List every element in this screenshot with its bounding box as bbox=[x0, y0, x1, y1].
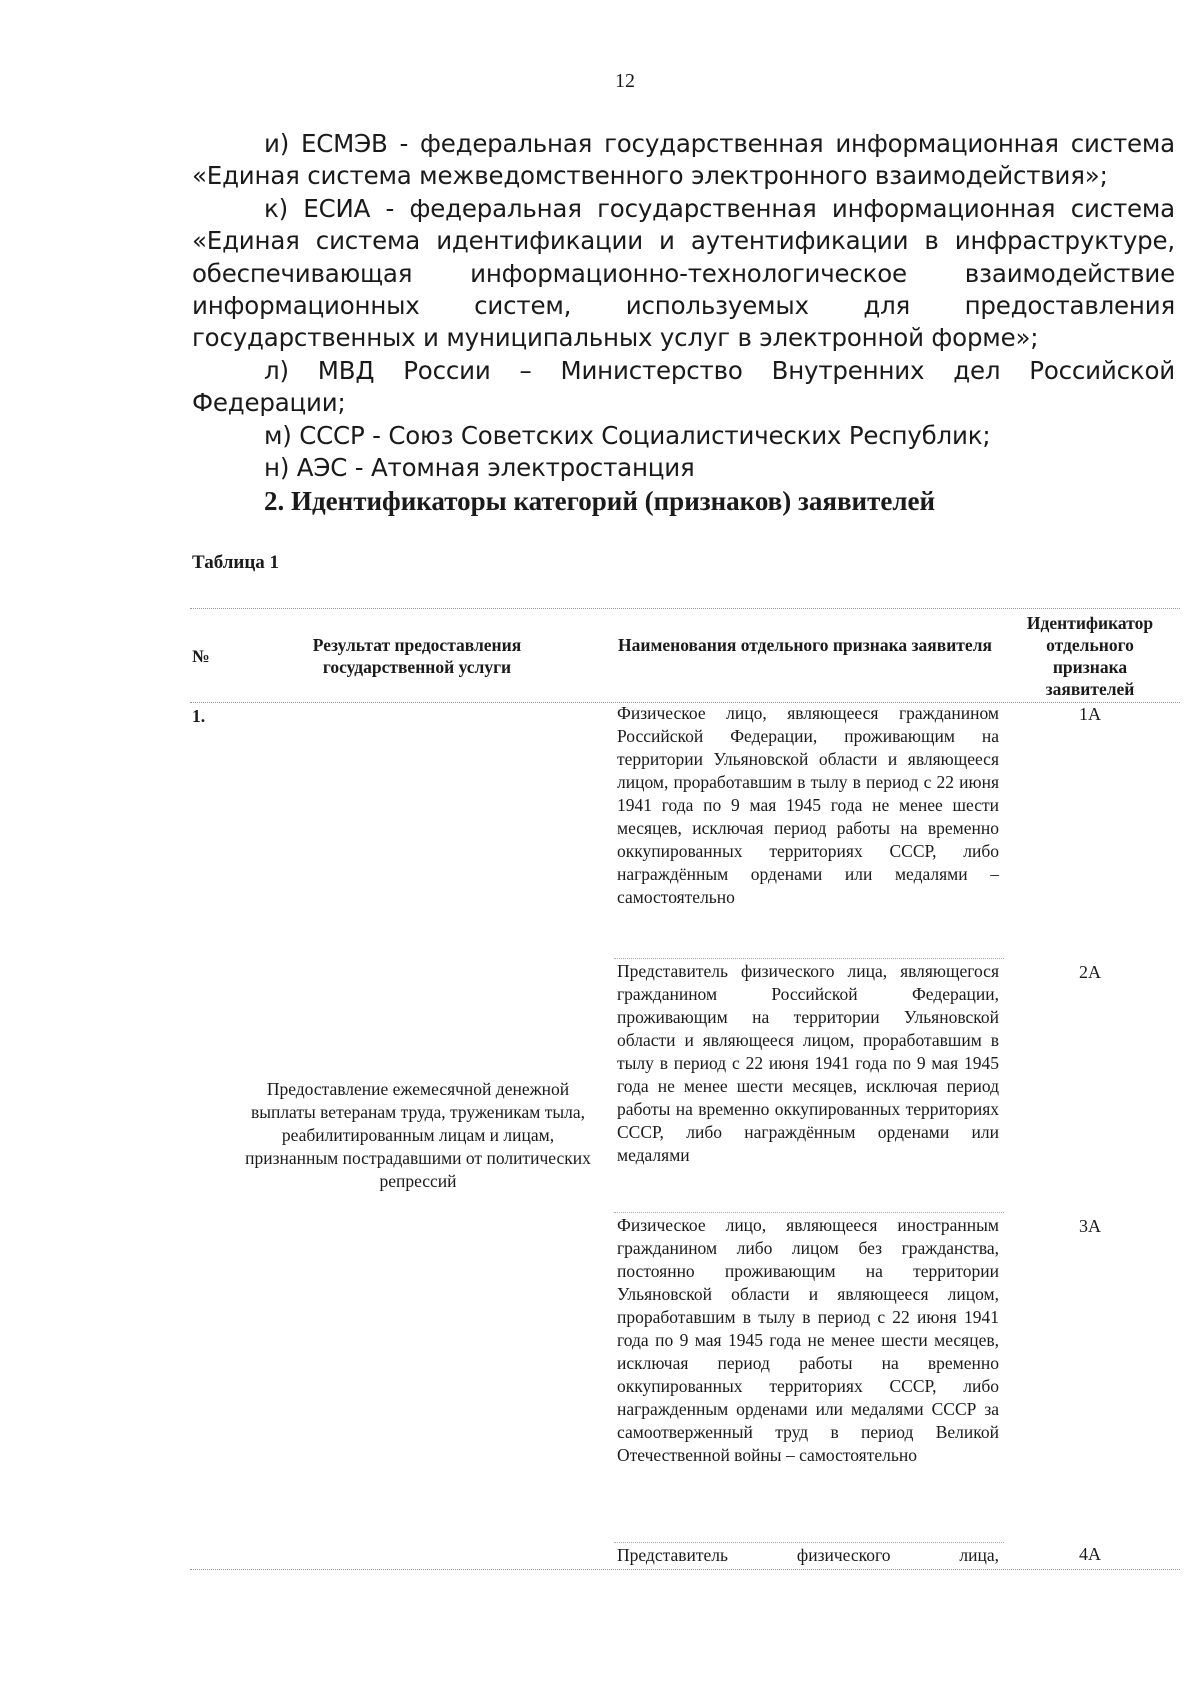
abbreviation-list bbox=[192, 128, 1175, 484]
abbreviation-item: и) ЕСМЭВ - федеральная государственная информационная система «Единая система межведомственного электронного взаимодействия»; bbox=[192, 129, 1175, 191]
cell-separator bbox=[614, 1542, 1004, 1543]
column-header-identifier: Идентификатор отдельного признака заявителей bbox=[1026, 613, 1154, 699]
abbreviation-item: л) МВД России – Министерство Внутренних дел Российской Федерации; bbox=[192, 355, 1175, 418]
row-number: 1. bbox=[192, 706, 206, 726]
applicant-attribute: Представитель физического лица, bbox=[617, 1545, 999, 1565]
table-bottom-border bbox=[190, 1569, 1180, 1570]
attribute-identifier: 3А bbox=[1079, 1216, 1101, 1236]
abbreviation-item: м) СССР - Союз Советских Социалистических Республик; bbox=[264, 420, 991, 450]
attribute-identifier: 4А bbox=[1079, 1544, 1101, 1564]
table-caption: Таблица 1 bbox=[192, 552, 280, 573]
attribute-identifier: 2А bbox=[1079, 962, 1101, 982]
page-number: 12 bbox=[615, 70, 635, 92]
cell-separator bbox=[614, 958, 1004, 959]
abbreviation-item: к) ЕСИА - федеральная государственная информационная система «Единая система идентификации и аутентификации в инфраструктуре, обеспечивающая информационно-технологическое взаимодействие информационных систем, используемых для предоставления государственных и муниципальных услуг в электронной форме»; bbox=[192, 193, 1175, 353]
column-header-attribute: Наименования отдельного признака заявителя bbox=[618, 635, 992, 655]
applicant-attribute: Физическое лицо, являющееся иностранным гражданином либо лицом без гражданства, постоянно проживающим на территории Ульяновской области и являющееся лицом, проработавшим в тылу в период с 22 июня 1941 года по 9 мая 1945 года не менее шести месяцев, исключая период работы на временно оккупированных территориях СССР, либо награжденным орденами или медалями СССР за самоотверженный труд в период Великой Отечественной войны – самостоятельно bbox=[617, 1215, 999, 1465]
service-result: Предоставление ежемесячной денежной выплаты ветеранам труда, труженикам тыла, реабилитированным лицам и лицам, признанным пострадавшими от политических репрессий bbox=[245, 1079, 591, 1191]
applicant-attribute: Физическое лицо, являющееся гражданином Российской Федерации, проживающим на территории Ульяновской области и являющееся лицом, проработавшим в тылу в период с 22 июня 1941 года по 9 мая 1945 года не менее шести месяцев, исключая период работы на временно оккупированных территориях СССР, либо награждённым орденами или медалями – самостоятельно bbox=[617, 703, 999, 907]
attribute-identifier: 1А bbox=[1079, 704, 1101, 724]
column-header-num: № bbox=[192, 646, 210, 666]
section-heading: 2. Идентификаторы категорий (признаков) заявителей bbox=[264, 486, 936, 516]
applicant-attribute: Представитель физического лица, являющегося гражданином Российской Федерации, проживающим на территории Ульяновской области и являющееся лицом, проработавшим в тылу в период с 22 июня 1941 года по 9 мая 1945 года не менее шести месяцев, исключая период работы на временно оккупированных территориях СССР, либо награждённым орденами или медалями bbox=[617, 961, 999, 1165]
abbreviation-item: н) АЭС - Атомная электростанция bbox=[264, 453, 695, 483]
column-header-result: Результат предоставления государственной услуги bbox=[312, 635, 522, 677]
table-top-border bbox=[190, 608, 1180, 609]
cell-separator bbox=[614, 1212, 1004, 1213]
